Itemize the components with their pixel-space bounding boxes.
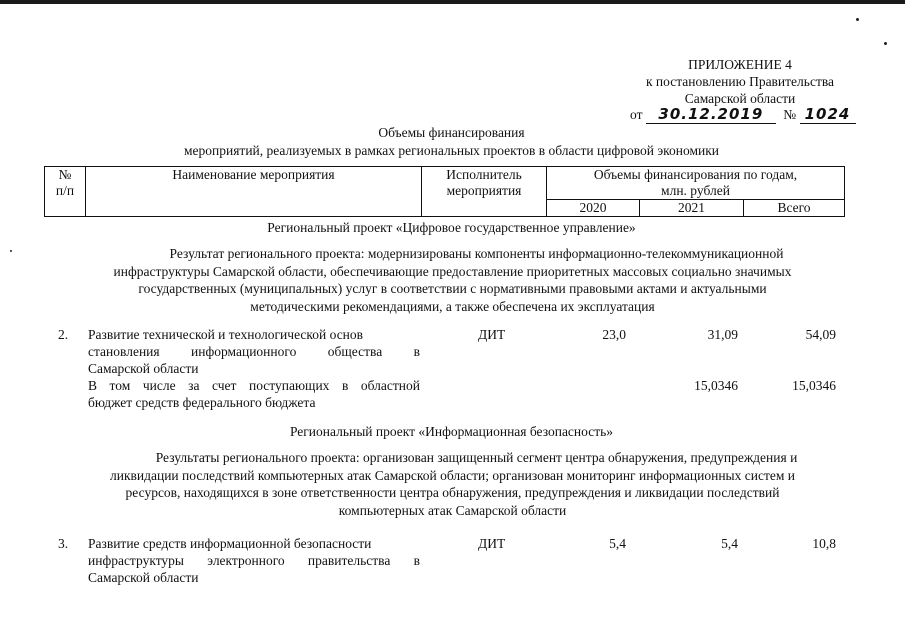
result-line: компьютерных атак Самарской области: [338, 502, 567, 518]
col-num-label: №: [58, 167, 72, 182]
project-result: [40, 245, 865, 315]
doc-title: [44, 124, 859, 160]
result-line: инфраструктуры Самарской области, обеспечивающие предоставление приоритетных массовых социально значимых: [113, 263, 792, 279]
project-result: [40, 449, 865, 519]
appendix-line2: к постановлению Правительства: [645, 74, 835, 89]
col-year-2020: 2020: [547, 200, 640, 217]
row-executor: ДИТ: [478, 536, 506, 551]
row-name-line: становления информационного общества в: [88, 344, 420, 359]
row-2021: 5,4: [721, 536, 738, 551]
result-line: Результат регионального проекта: модернизированы компоненты информационно-телекоммуникационной: [169, 246, 784, 261]
title-line1: Объемы финансирования: [378, 125, 525, 140]
row-name: [88, 535, 420, 586]
row-2021: 31,09: [707, 327, 738, 342]
col-funding-header: [547, 167, 845, 200]
col-name-header: [86, 167, 422, 217]
row-sub-2021: 15,0346: [694, 378, 738, 393]
row-name: [88, 326, 420, 377]
col-num-header: [45, 167, 86, 217]
row-2020: 23,0: [602, 327, 626, 342]
row-sub-line: бюджет средств федерального бюджета: [88, 395, 316, 410]
col-name-label: Наименование мероприятия: [172, 167, 335, 182]
row-executor: ДИТ: [478, 327, 506, 342]
row-name-line: инфраструктуры электронного правительства в: [88, 553, 420, 568]
date-value: 30.12.2019: [646, 106, 776, 124]
title-line2: мероприятий, реализуемых в рамках региональных проектов в области цифровой экономики: [183, 143, 720, 158]
col-year-2021: 2021: [640, 200, 744, 217]
project-title: Региональный проект «Цифровое государственное управление»: [267, 220, 636, 235]
table-header: [44, 166, 845, 217]
row-name-line: Самарской области: [88, 361, 199, 376]
col-funding-sublabel: млн. рублей: [661, 183, 730, 198]
appendix-title: ПРИЛОЖЕНИЕ 4: [688, 57, 792, 72]
result-line: ресурсов, находящихся в зоне ответственности центра обнаружения, предупреждения и ликвидации последствий: [125, 485, 780, 500]
row-sub-total: 15,0346: [792, 378, 836, 393]
scan-speck: [856, 18, 859, 21]
appendix-line3: Самарской области: [684, 91, 796, 106]
row-name-line: Развитие средств информационной безопасности: [88, 536, 372, 551]
result-line: ликвидации последствий компьютерных атак Самарской области; организован мониторинг информационных систем и: [109, 467, 795, 483]
result-line: методическими рекомендациями, а также обеспечена их эксплуатация: [250, 298, 655, 314]
col-exec-sublabel: мероприятия: [446, 183, 522, 198]
scan-speck: [10, 250, 12, 252]
row-2020: 5,4: [609, 536, 626, 551]
number-value: 1024: [800, 106, 856, 124]
col-funding-label: Объемы финансирования по годам,: [593, 167, 798, 182]
col-exec-label: Исполнитель: [446, 167, 522, 182]
row-total: 10,8: [812, 536, 836, 551]
row-num: 2.: [58, 327, 69, 342]
row-total: 54,09: [805, 327, 836, 342]
scan-speck: [884, 42, 887, 45]
date-prefix: от: [630, 107, 643, 122]
appendix-date-line: [630, 106, 870, 124]
row-sub-name: [88, 377, 420, 411]
row-sub-line: В том числе за счет поступающих в областной: [88, 378, 420, 393]
row-name-line: Развитие технической и технологической основ: [88, 327, 364, 342]
row-num: 3.: [58, 536, 69, 551]
project-title: Региональный проект «Информационная безопасность»: [289, 424, 614, 439]
scan-top-edge: [0, 0, 905, 4]
number-prefix: №: [783, 107, 797, 122]
col-year-total: Всего: [744, 200, 845, 217]
row-name-line: Самарской области: [88, 570, 199, 585]
result-line: Результаты регионального проекта: организован защищенный сегмент центра обнаружения, предупреждения и: [155, 450, 798, 465]
result-line: государственных (муниципальных) услуг в соответствии с нормативными правовыми актами и актуальными: [138, 281, 767, 296]
col-num-sublabel: п/п: [55, 183, 75, 198]
col-exec-header: [422, 167, 547, 217]
appendix-header: [620, 56, 860, 107]
